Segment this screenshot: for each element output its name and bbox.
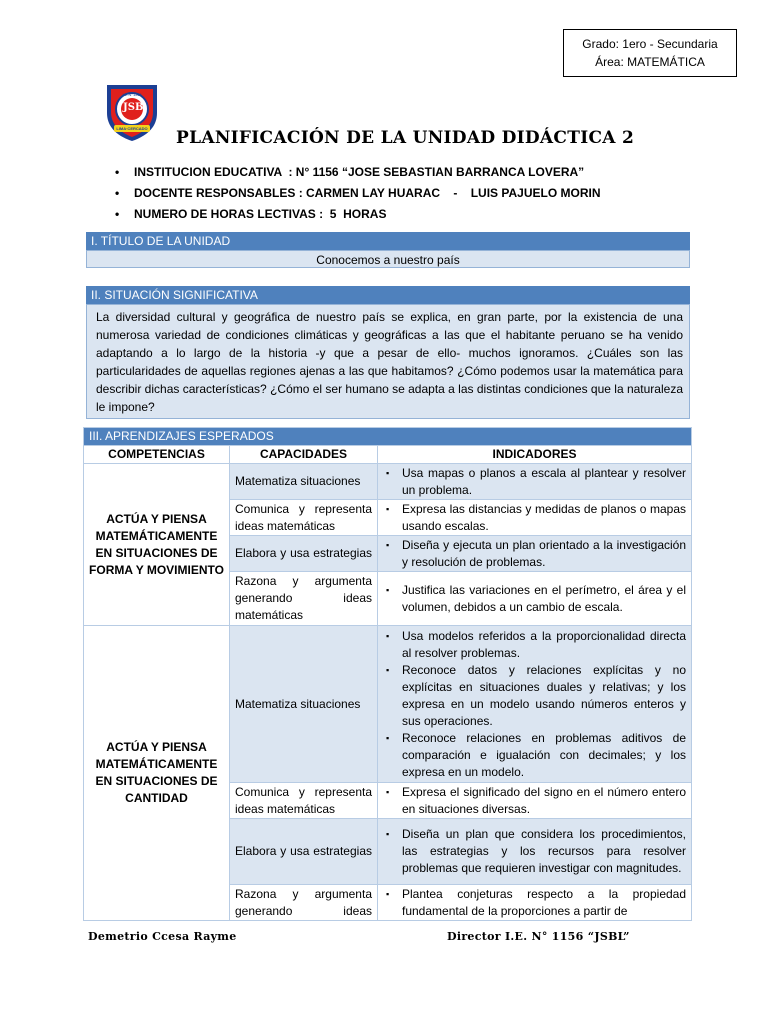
section-heading: I. TÍTULO DE LA UNIDAD <box>86 232 690 250</box>
section-heading: II. SITUACIÓN SIGNIFICATIVA <box>86 286 690 304</box>
indicador-item: ▪ Reconoce datos y relaciones explícitas y no explícitas en situaciones duales y relativas; y los expresa en un modelo usando números enteros y sus operaciones. <box>383 662 686 730</box>
document-title: PLANIFICACIÓN DE LA UNIDAD DIDÁCTICA 2 <box>176 128 635 148</box>
table-section-heading-row <box>84 428 692 446</box>
logo-text-top: I.E.N°1156 <box>122 92 142 97</box>
capacidad-cell: Comunica y representa ideas matemáticas <box>230 500 378 536</box>
indicador-item: ▪ Plantea conjeturas respecto a la propiedad fundamental de la proporciones a partir de <box>383 886 686 920</box>
situation-text: La diversidad cultural y geográfica de nuestro país se explica, en gran parte, por la existencia de una numerosa variedad de condiciones climáticas y geográficas a las que el habitante peruano se ha venido adaptando a lo largo de la historia -y que a pesar de ello- muchos ignoramos. ¿Cuáles son las particularidades de aquellas regiones ajenas a las que habitamos? ¿Cómo podemos usar la matemática para describir dichas características? ¿Cómo el ser humano se adapta a las distintas condiciones que la naturaleza le impone? <box>86 304 690 419</box>
indicador-cell <box>378 885 692 921</box>
footer-author: Demetrio Ccesa Rayme <box>88 930 237 943</box>
indicador-cell <box>378 536 692 572</box>
logo-text-bottom: LIMA·CERCADO <box>116 126 148 131</box>
section-significant-situation <box>86 286 690 419</box>
grade-label: Grado: 1ero - Secundaria <box>582 37 718 51</box>
competencia-cell: ACTÚA Y PIENSA MATEMÁTICAMENTE EN SITUACIONES DE FORMA Y MOVIMIENTO <box>84 464 230 626</box>
capacidad-cell: Razona y argumenta generando ideas matemáticas <box>230 572 378 626</box>
school-logo <box>104 83 160 143</box>
area-label: Área: MATEMÁTICA <box>595 55 705 69</box>
footer-director: Director I.E. N° 1156 “JSBL” <box>447 930 630 943</box>
indicador-item: ▪ Expresa las distancias y medidas de planos o mapas usando escalas. <box>383 501 686 535</box>
indicador-item: ▪ Diseña y ejecuta un plan orientado a la investigación y resolución de problemas. <box>383 537 686 571</box>
capacidad-cell: Elabora y usa estrategias <box>230 536 378 572</box>
indicador-cell <box>378 819 692 885</box>
indicador-item: ▪ Reconoce relaciones en problemas aditivos de comparación e igualación con decimales; y los expresa en un modelo. <box>383 730 686 781</box>
table-row <box>84 464 692 500</box>
col-header-competencias: COMPETENCIAS <box>84 446 230 464</box>
logo-initials: JSB <box>123 102 144 113</box>
indicador-cell <box>378 500 692 536</box>
section-heading: III. APRENDIZAJES ESPERADOS <box>84 428 692 446</box>
info-list <box>115 162 715 225</box>
capacidad-cell: Elabora y usa estrategias <box>230 819 378 885</box>
indicador-cell <box>378 464 692 500</box>
indicador-cell <box>378 572 692 626</box>
section-unit-title <box>86 232 690 268</box>
capacidad-cell: Matematiza situaciones <box>230 626 378 783</box>
info-hours: • NUMERO DE HORAS LECTIVAS : 5 HORAS <box>115 204 715 225</box>
indicador-item: ▪ Usa mapas o planos a escala al plantear y resolver un problema. <box>383 465 686 499</box>
table-row <box>84 626 692 783</box>
grade-area-box <box>563 29 737 77</box>
capacidad-cell: Matematiza situaciones <box>230 464 378 500</box>
info-institution: • INSTITUCION EDUCATIVA : N° 1156 “JOSE SEBASTIAN BARRANCA LOVERA” <box>115 162 715 183</box>
capacidad-cell: Comunica y representa ideas matemáticas <box>230 783 378 819</box>
indicador-item: ▪ Expresa el significado del signo en el número entero en situaciones diversas. <box>383 784 686 818</box>
col-header-capacidades: CAPACIDADES <box>230 446 378 464</box>
indicador-cell <box>378 626 692 783</box>
indicador-item: ▪ Justifica las variaciones en el perímetro, el área y el volumen, debidos a un cambio de escala. <box>383 582 686 616</box>
competencia-cell: ACTÚA Y PIENSA MATEMÁTICAMENTE EN SITUACIONES DE CANTIDAD <box>84 626 230 921</box>
capacidad-cell: Razona y argumenta generando ideas <box>230 885 378 921</box>
indicador-cell <box>378 783 692 819</box>
expected-learning-table <box>83 427 692 921</box>
indicador-item: ▪ Usa modelos referidos a la proporcionalidad directa al resolver problemas. <box>383 628 686 662</box>
col-header-indicadores: INDICADORES <box>378 446 692 464</box>
unit-title-value: Conocemos a nuestro país <box>86 250 690 268</box>
indicador-item: ▪ Diseña un plan que considera los procedimientos, las estrategias y los recursos para resolver problemas que requieren investigar con magnitudes. <box>383 826 686 877</box>
table-header-row <box>84 446 692 464</box>
info-teachers: • DOCENTE RESPONSABLES : CARMEN LAY HUARAC - LUIS PAJUELO MORIN <box>115 183 715 204</box>
